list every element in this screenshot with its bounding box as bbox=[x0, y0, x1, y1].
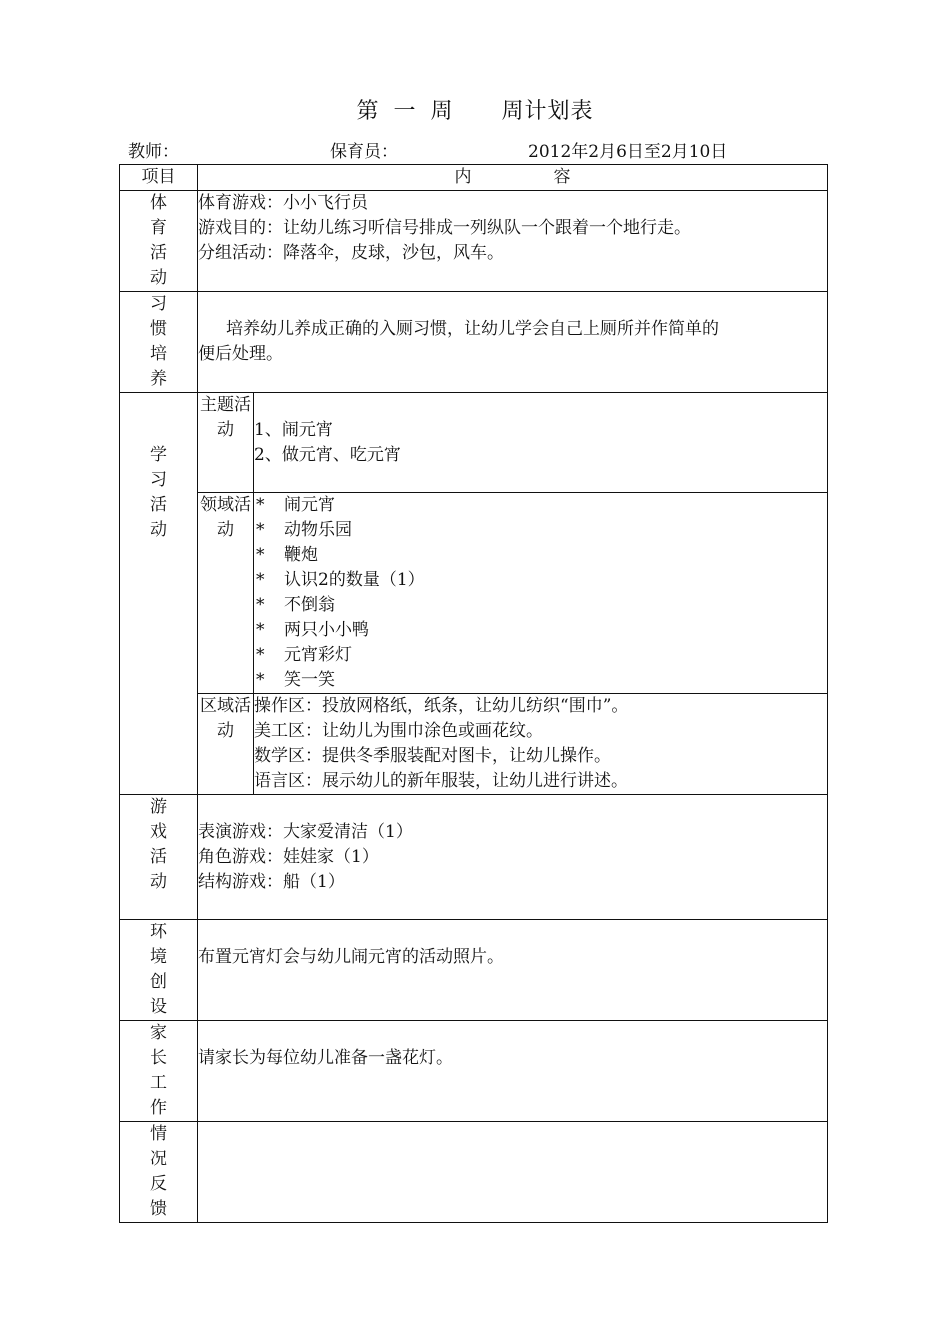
date-range: 2012年2月6日至2月10日 bbox=[528, 142, 728, 162]
domain-item: * 认识2的数量（1） bbox=[256, 570, 425, 590]
domain-item: * 动物乐园 bbox=[256, 520, 352, 540]
label-feedback: 情 况 反 馈 bbox=[120, 1122, 198, 1223]
header-item: 项目 bbox=[120, 165, 198, 191]
area-line-1: 操作区：投放网格纸，纸条，让幼儿纺织“围巾”。 bbox=[254, 696, 629, 716]
game-line-2: 角色游戏：娃娃家（1） bbox=[198, 847, 379, 867]
game-line-1: 表演游戏：大家爱清洁（1） bbox=[198, 822, 413, 842]
domain-item: * 元宵彩灯 bbox=[256, 645, 352, 665]
domain-item: * 闹元宵 bbox=[256, 495, 335, 515]
content-area bbox=[254, 694, 828, 795]
content-parent bbox=[198, 1021, 828, 1122]
domain-item: * 不倒翁 bbox=[256, 595, 335, 615]
area-line-2: 美工区：让幼儿为围巾涂色或画花纹。 bbox=[254, 721, 543, 741]
row-pe bbox=[120, 191, 828, 292]
label-pe: 体 育 活 动 bbox=[120, 191, 198, 292]
env-text: 布置元宵灯会与幼儿闹元宵的活动照片。 bbox=[198, 947, 504, 967]
label-area: 区域活动 bbox=[198, 694, 254, 795]
header-content bbox=[198, 165, 828, 191]
domain-item: * 鞭炮 bbox=[256, 545, 318, 565]
content-pe bbox=[198, 191, 828, 292]
page-title bbox=[0, 94, 950, 125]
domain-item: * 笑一笑 bbox=[256, 670, 335, 690]
label-study: 学 习 活 动 bbox=[120, 393, 198, 795]
content-domain bbox=[254, 493, 828, 694]
theme-line-1: 1、闹元宵 bbox=[254, 420, 333, 440]
habit-text-1: 培养幼儿养成正确的入厕习惯，让幼儿学会自己上厕所并作简单的 bbox=[226, 319, 719, 339]
label-env: 环 境 创 设 bbox=[120, 920, 198, 1021]
content-feedback bbox=[198, 1122, 828, 1223]
content-env bbox=[198, 920, 828, 1021]
label-game: 游 戏 活 动 bbox=[120, 795, 198, 920]
plan-title: 周计划表 bbox=[501, 99, 594, 124]
label-theme: 主题活动 bbox=[198, 393, 254, 493]
nurse-label: 保育员： bbox=[330, 142, 398, 162]
theme-line-2: 2、做元宵、吃元宵 bbox=[254, 445, 401, 465]
teacher-label: 教师： bbox=[128, 142, 179, 162]
pe-line-2: 游戏目的：让幼儿练习听信号排成一列纵队一个跟着一个地行走。 bbox=[198, 218, 691, 238]
area-line-4: 语言区：展示幼儿的新年服装，让幼儿进行讲述。 bbox=[254, 771, 628, 791]
row-env bbox=[120, 920, 828, 1021]
label-habit: 习 惯 培 养 bbox=[120, 292, 198, 393]
row-study-area bbox=[120, 694, 828, 795]
label-parent: 家 长 工 作 bbox=[120, 1021, 198, 1122]
row-study-domain bbox=[120, 493, 828, 694]
row-habit bbox=[120, 292, 828, 393]
content-habit bbox=[198, 292, 828, 393]
header-row bbox=[120, 165, 828, 191]
parent-text: 请家长为每位幼儿准备一盏花灯。 bbox=[198, 1048, 453, 1068]
weekly-plan-table bbox=[119, 164, 828, 1223]
header-content-1: 内 bbox=[454, 167, 472, 187]
row-feedback bbox=[120, 1122, 828, 1223]
habit-text-2: 便后处理。 bbox=[198, 344, 283, 364]
week-title: 第 一 周 bbox=[356, 99, 454, 124]
area-line-3: 数学区：提供冬季服装配对图卡，让幼儿操作。 bbox=[254, 746, 611, 766]
content-game bbox=[198, 795, 828, 920]
pe-line-1: 体育游戏：小小飞行员 bbox=[198, 193, 368, 213]
row-study-theme bbox=[120, 393, 828, 493]
header-content-2: 容 bbox=[553, 167, 571, 187]
row-game bbox=[120, 795, 828, 920]
domain-item: * 两只小小鸭 bbox=[256, 620, 369, 640]
game-line-3: 结构游戏：船（1） bbox=[198, 872, 345, 892]
content-theme bbox=[254, 393, 828, 493]
label-domain: 领域活动 bbox=[198, 493, 254, 694]
row-parent bbox=[120, 1021, 828, 1122]
pe-line-3: 分组活动：降落伞，皮球，沙包，风车。 bbox=[198, 243, 504, 263]
